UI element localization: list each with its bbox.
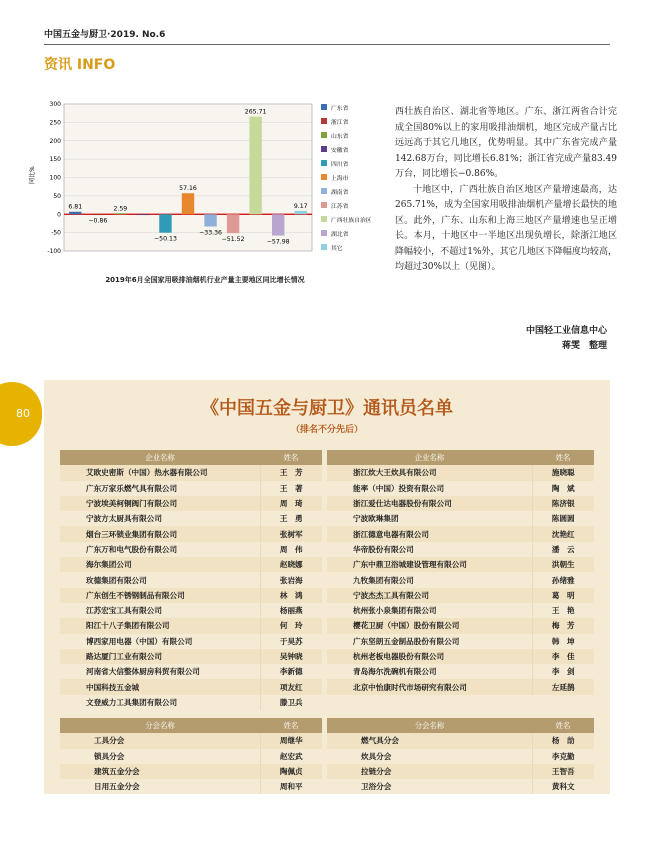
data-label: −57.98 <box>266 238 290 246</box>
person-name-cell: 王 著 <box>260 481 322 496</box>
company-cell: 海尔集团公司 <box>60 557 260 572</box>
person-name-cell: 潘 云 <box>532 542 594 557</box>
table-row <box>327 634 594 649</box>
table-row <box>327 679 594 694</box>
bar <box>249 117 261 215</box>
y-tick-label: 0 <box>57 211 61 219</box>
person-name-cell: 陶 斌 <box>532 481 594 496</box>
table-row <box>327 779 594 794</box>
company-cell: 九牧集团有限公司 <box>353 575 414 585</box>
company-cell: 华帝股份有限公司 <box>353 544 414 554</box>
person-name-cell: 周 琦 <box>260 496 322 511</box>
person-name-cell: 施晓聪 <box>532 465 594 480</box>
company-cell: 锁具分会 <box>94 751 125 761</box>
column-header-name: 姓名 <box>260 450 322 465</box>
legend-label: 山东省 <box>331 134 349 140</box>
table-row <box>60 481 322 496</box>
source-author: 蒋雯 整理 <box>561 341 607 351</box>
y-tick-label: 200 <box>49 137 61 145</box>
company-cell: 中国科技五金城 <box>60 679 260 694</box>
legend-label: 上海市 <box>331 176 349 182</box>
person-name-cell: 陶佩贞 <box>260 764 322 779</box>
person-name-cell: 孙绪雅 <box>532 572 594 587</box>
bar <box>272 214 284 235</box>
table-row <box>327 649 594 664</box>
column-header-name: 姓名 <box>532 450 594 465</box>
column-header-company: 分会名称 <box>60 718 260 733</box>
legend-swatch <box>321 216 327 222</box>
table-row <box>327 733 594 748</box>
person-name-cell: 项友红 <box>260 679 322 694</box>
y-tick-label: 300 <box>49 101 61 108</box>
article-paragraph: 十地区中，广西壮族自治区地区产量增速最高，达265.71%，成为全国家用吸排油烟机产量增长最快的地区。此外，广东、山东和上海三地区产量增速也呈正增长。本月，十地区中一半地区出现负增长，除浙江地区降幅较小，不超过1%外，其它几地区下降幅度均较高，均超过30%以上（见图）。 <box>395 184 617 272</box>
company-cell: 青岛海尔洗碗机有限公司 <box>353 667 437 677</box>
person-name-cell: 杨丽燕 <box>260 603 322 618</box>
article-body <box>395 105 617 276</box>
company-cell: 日用五金分会 <box>94 782 140 792</box>
table-row <box>60 649 322 664</box>
y-tick-label: 100 <box>49 174 61 182</box>
company-cell: 炊具分会 <box>361 751 392 761</box>
legend-swatch <box>321 132 327 138</box>
company-cell: 文登威力工具集团有限公司 <box>86 697 178 707</box>
legend-label: 四川省 <box>331 162 349 168</box>
y-tick-label: 50 <box>53 192 61 200</box>
data-label: 57.16 <box>179 185 197 193</box>
person-name-cell: 周 伟 <box>260 542 322 557</box>
table-row <box>60 779 322 794</box>
correspondent-roster <box>44 380 610 794</box>
y-tick-label: 250 <box>49 119 61 127</box>
table-row <box>60 588 322 603</box>
data-label: 6.81 <box>68 203 83 211</box>
legend-swatch <box>321 160 327 166</box>
table-row <box>327 526 594 541</box>
y-tick-label: 150 <box>49 156 61 164</box>
person-name-cell: 李 佳 <box>532 649 594 664</box>
company-cell: 浙江德意电器有限公司 <box>327 526 532 541</box>
table-row <box>327 481 594 496</box>
person-name-cell: 吴钟晓 <box>260 649 322 664</box>
table-row <box>327 465 594 480</box>
person-name-cell: 沈艳红 <box>532 526 594 541</box>
person-name-cell: 张岩海 <box>260 572 322 587</box>
company-cell: 浙江爱仕达电器股份有限公司 <box>327 496 532 511</box>
person-name-cell: 王 艳 <box>532 603 594 618</box>
company-cell: 路达厦门工业有限公司 <box>60 649 260 664</box>
legend-label: 浙江省 <box>331 120 349 126</box>
roster-title: 《中国五金与厨卫》通讯员名单 <box>201 398 453 419</box>
legend-swatch <box>321 202 327 208</box>
company-cell: 工具分会 <box>60 733 260 748</box>
person-name-cell: 王 芳 <box>260 465 322 480</box>
column-header-company: 企业名称 <box>60 450 260 465</box>
bar <box>204 214 216 226</box>
bar <box>227 214 239 233</box>
table-row <box>327 749 594 764</box>
table-row <box>60 557 322 572</box>
bar <box>69 212 81 215</box>
company-cell: 烟台三环锁业集团有限公司 <box>60 526 260 541</box>
company-cell: 河南省大信整体厨房科贸有限公司 <box>86 667 200 677</box>
company-cell: 宁波欧琳集团 <box>353 514 399 524</box>
company-cell: 建筑五金分会 <box>60 764 260 779</box>
company-cell: 拉链分会 <box>327 764 532 779</box>
legend-swatch <box>321 104 327 110</box>
company-cell: 杭州张小泉集团有限公司 <box>353 606 437 616</box>
company-cell: 广东万家乐燃气具有限公司 <box>86 483 178 493</box>
company-cell: 能率（中国）投资有限公司 <box>353 483 445 493</box>
column-header-company: 企业名称 <box>327 450 532 465</box>
table-row <box>327 496 594 511</box>
branch-table-left <box>60 718 322 794</box>
data-label: 2.59 <box>113 205 128 213</box>
legend-swatch <box>321 146 327 152</box>
table-row <box>60 664 322 679</box>
table-row <box>60 634 322 649</box>
person-name-cell: 滕卫兵 <box>260 695 322 710</box>
table-row <box>327 664 594 679</box>
person-name-cell: 李克勤 <box>532 749 594 764</box>
legend-label: 其它 <box>331 246 343 252</box>
company-cell: 广东坚朗五金制品股份有限公司 <box>353 636 460 646</box>
data-label: 9.17 <box>293 202 308 210</box>
running-header <box>44 27 610 45</box>
table-row <box>60 603 322 618</box>
table-row <box>327 511 594 526</box>
table-header-row <box>327 718 594 733</box>
table-row <box>327 572 594 587</box>
column-header-company: 分会名称 <box>327 718 532 733</box>
person-name-cell: 杨 劼 <box>532 733 594 748</box>
company-cell: 杭州老板电器股份有限公司 <box>327 649 532 664</box>
legend-swatch <box>321 188 327 194</box>
running-title: 中国五金与厨卫·2019. No.6 <box>44 30 166 40</box>
table-row <box>60 542 322 557</box>
table-row <box>327 542 594 557</box>
table-header-row <box>60 450 322 465</box>
legend-swatch <box>321 230 327 236</box>
legend-swatch <box>321 244 327 250</box>
table-row <box>327 764 594 779</box>
table-row <box>60 496 322 511</box>
source-organization: 中国轻工业信息中心 <box>525 326 607 336</box>
y-axis-label: 同比% <box>29 166 36 184</box>
legend-swatch <box>321 118 327 124</box>
chart-caption: 2019年6月全国家用吸排油烟机行业产量主要地区同比增长情况 <box>105 276 305 284</box>
person-name-cell: 李 剑 <box>532 664 594 679</box>
y-tick-label: -100 <box>47 248 61 255</box>
person-name-cell: 王智吾 <box>532 764 594 779</box>
section-title: 资讯 INFO <box>44 57 116 73</box>
data-label: −50.13 <box>154 235 177 243</box>
company-cell: 燃气具分会 <box>327 733 532 748</box>
data-label: 265.71 <box>244 108 267 116</box>
company-cell: 博西家用电器（中国）有限公司 <box>86 636 193 646</box>
legend-label: 广西壮族自治区 <box>331 218 372 224</box>
table-row <box>60 511 322 526</box>
table-header-row <box>327 450 594 465</box>
company-cell: 艾欧史密斯（中国）热水器有限公司 <box>60 465 260 480</box>
roster-table-right <box>327 450 594 695</box>
company-cell: 宁波方太厨具有限公司 <box>86 514 162 524</box>
legend-label: 江苏省 <box>331 204 349 210</box>
person-name-cell: 于昊苏 <box>260 634 322 649</box>
person-name-cell: 何 玲 <box>260 618 322 633</box>
table-row <box>327 618 594 633</box>
company-cell: 浙江炊大王炊具有限公司 <box>327 465 532 480</box>
legend-label: 湖南省 <box>331 190 349 196</box>
company-cell: 广东万和电气股份有限公司 <box>86 544 178 554</box>
table-header-row <box>60 718 322 733</box>
person-name-cell: 王 勇 <box>260 511 322 526</box>
table-row <box>60 618 322 633</box>
article-source <box>526 324 607 354</box>
data-label: −0.86 <box>88 217 108 225</box>
legend-label: 湖北省 <box>331 232 349 238</box>
table-row <box>60 526 322 541</box>
person-name-cell: 陈圆圆 <box>532 511 594 526</box>
legend-label: 安徽省 <box>331 148 349 154</box>
person-name-cell: 左延鹊 <box>532 679 594 694</box>
person-name-cell: 周和平 <box>260 779 322 794</box>
table-row <box>327 603 594 618</box>
page-number-tab <box>0 382 42 446</box>
branch-table-right <box>327 718 594 794</box>
legend-label: 广东省 <box>331 106 349 112</box>
company-cell: 阳江十八子集团有限公司 <box>60 618 260 633</box>
company-cell: 广东中鼎卫浴城建设管理有限公司 <box>327 557 532 572</box>
data-label: −51.52 <box>221 236 245 244</box>
table-row <box>60 679 322 694</box>
bar <box>295 211 307 214</box>
table-row <box>60 764 322 779</box>
company-cell: 卫浴分会 <box>361 782 392 792</box>
person-name-cell: 葛 明 <box>532 588 594 603</box>
person-name-cell: 洪朝生 <box>532 557 594 572</box>
legend-swatch <box>321 174 327 180</box>
table-row <box>60 695 322 710</box>
column-header-name: 姓名 <box>532 718 594 733</box>
roster-table-left <box>60 450 322 710</box>
bar-chart <box>28 94 390 284</box>
company-cell: 北京中怡康时代市场研究有限公司 <box>327 679 532 694</box>
page-number: 80 <box>16 407 30 420</box>
y-tick-label: -50 <box>51 229 61 237</box>
company-cell: 江苏宏宝工具有限公司 <box>86 606 162 616</box>
table-row <box>327 557 594 572</box>
article-paragraph: 西壮族自治区、湖北省等地区。广东、浙江两省合计完成全国80%以上的家用吸排油烟机，地区完成产量占比远远高于其它几地区，优势明显。其中广东省完成产量142.68万台，同比增长6.81%；浙江省完成产量83.49万台，同比增长−0.86%。 <box>395 107 617 179</box>
company-cell: 玫德集团有限公司 <box>86 575 147 585</box>
person-name-cell: 周继华 <box>260 733 322 748</box>
bar <box>159 214 171 232</box>
bar <box>137 214 149 215</box>
bar <box>182 193 194 214</box>
person-name-cell: 李新德 <box>260 664 322 679</box>
person-name-cell: 黄科文 <box>532 779 594 794</box>
roster-subtitle: （排名不分先后） <box>290 425 363 435</box>
person-name-cell: 韩 坤 <box>532 634 594 649</box>
company-cell: 宁波埃美柯铜阀门有限公司 <box>60 496 260 511</box>
table-row <box>60 572 322 587</box>
company-cell: 宁波杰杰工具有限公司 <box>327 588 532 603</box>
person-name-cell: 陈济银 <box>532 496 594 511</box>
bar <box>114 213 126 214</box>
person-name-cell: 梅 芳 <box>532 618 594 633</box>
table-row <box>60 733 322 748</box>
column-header-name: 姓名 <box>260 718 322 733</box>
company-cell: 广东创生不锈钢制品有限公司 <box>60 588 260 603</box>
person-name-cell: 赵晓娜 <box>260 557 322 572</box>
table-row <box>327 588 594 603</box>
person-name-cell: 林 鸿 <box>260 588 322 603</box>
bar <box>92 214 104 215</box>
table-row <box>60 749 322 764</box>
person-name-cell: 张树军 <box>260 526 322 541</box>
person-name-cell: 赵宏武 <box>260 749 322 764</box>
table-row <box>60 465 322 480</box>
data-label: −33.36 <box>199 229 222 237</box>
company-cell: 樱花卫厨（中国）股份有限公司 <box>327 618 532 633</box>
